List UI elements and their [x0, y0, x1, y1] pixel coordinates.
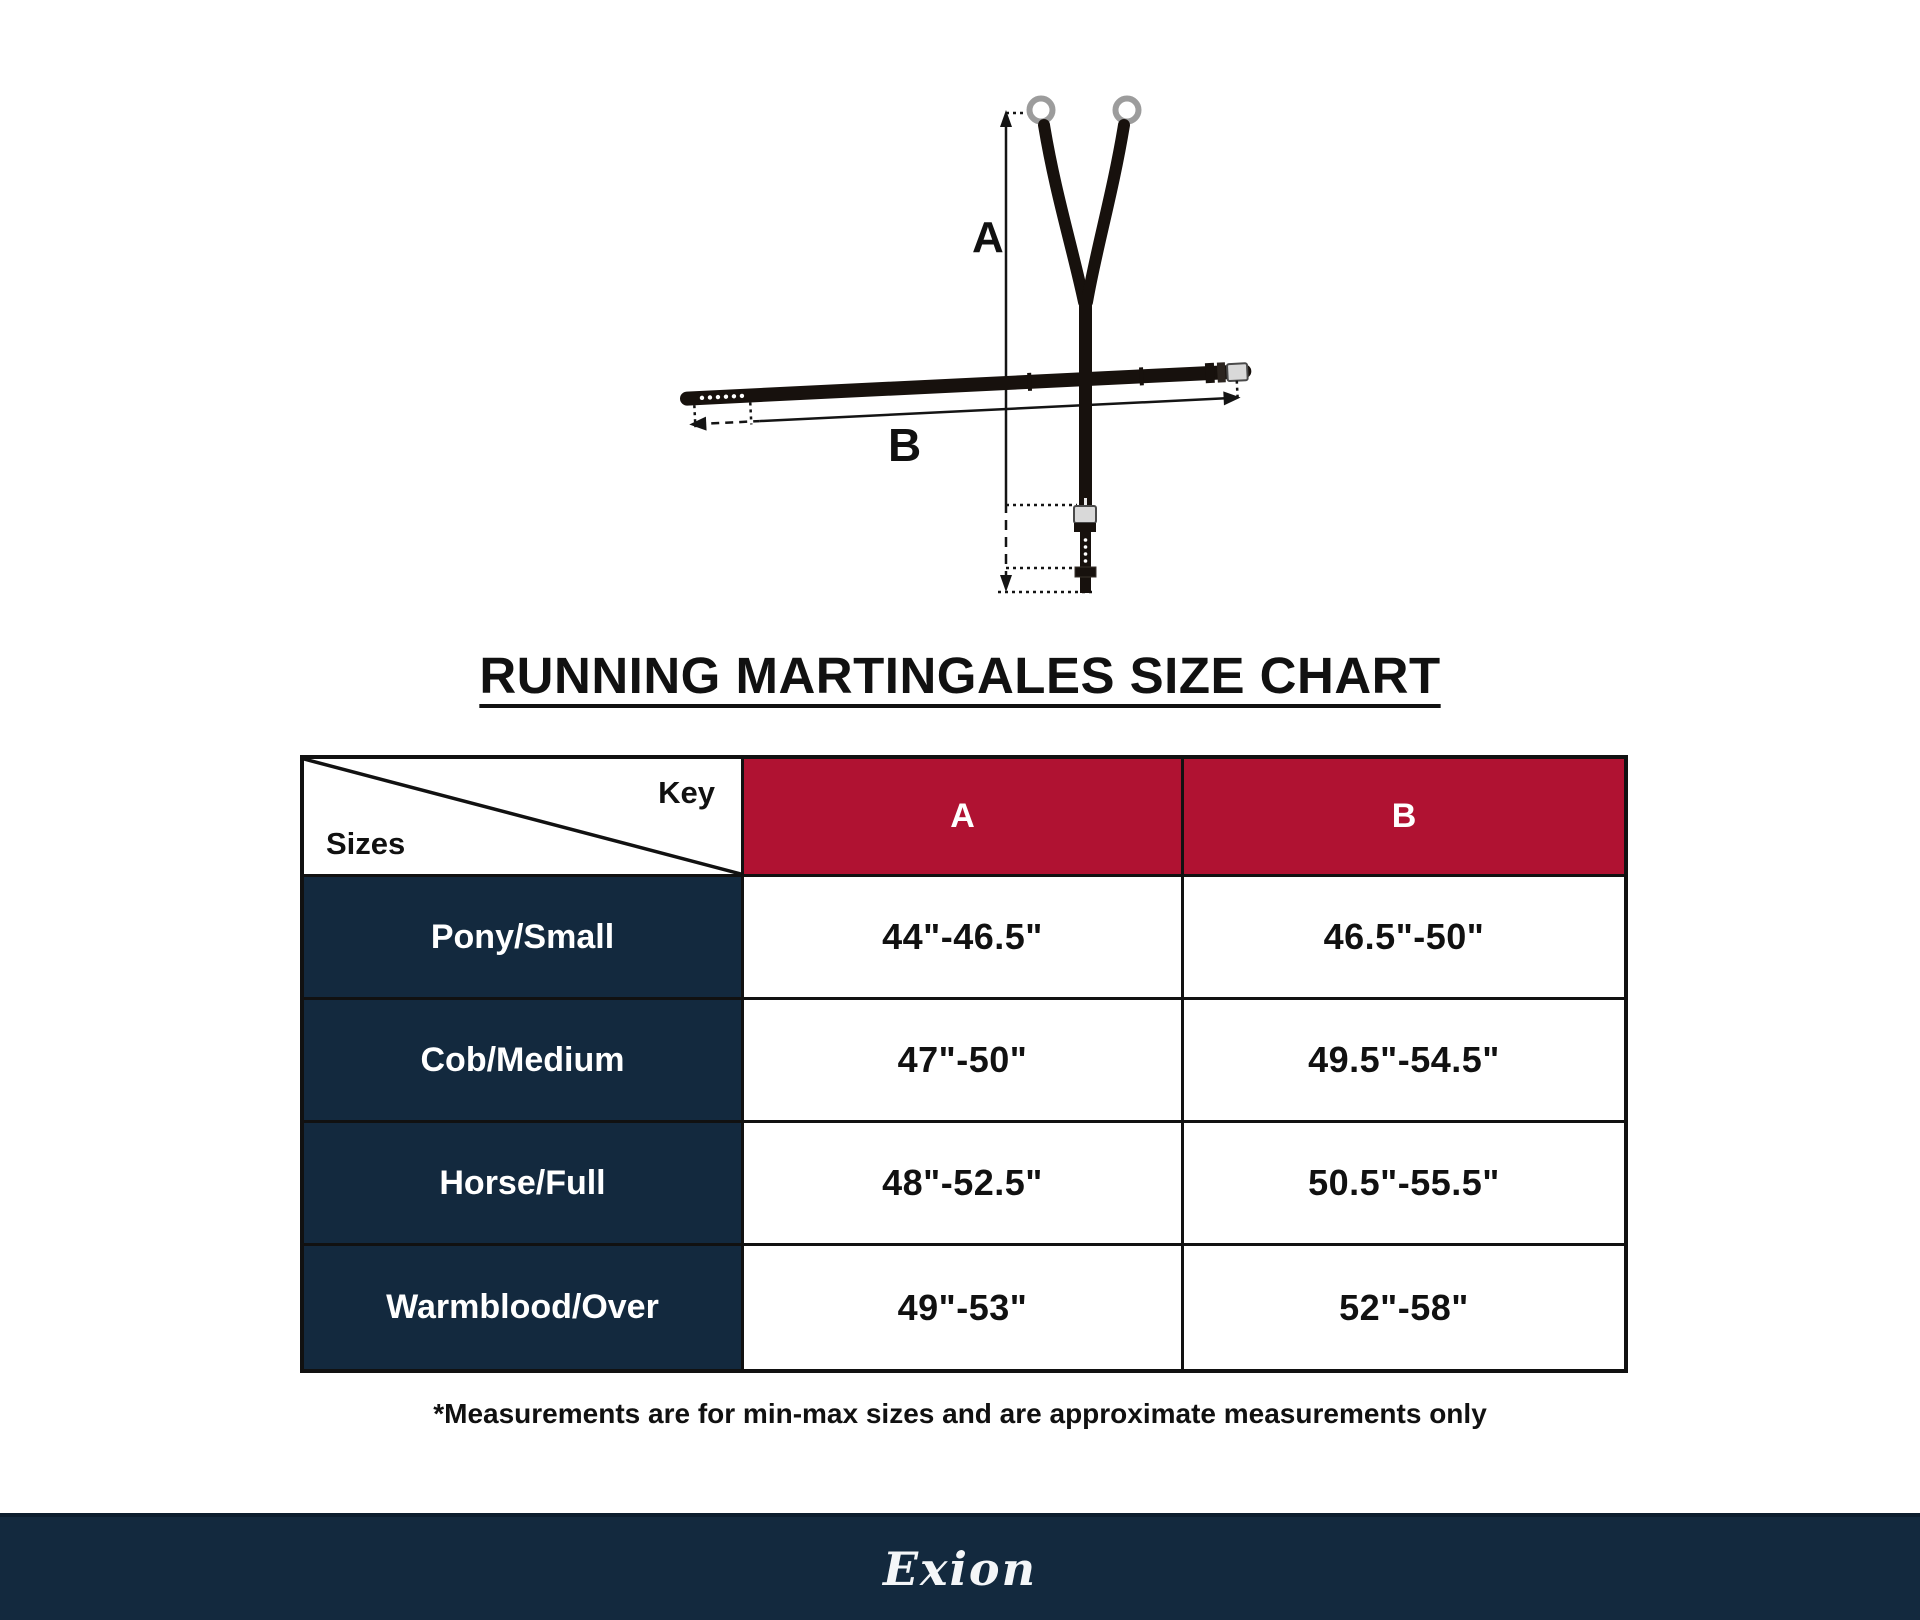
table-corner-cell [304, 759, 744, 877]
row-label-warmblood-over: Warmblood/Over [304, 1246, 744, 1369]
measurement-a-label: A [972, 213, 1004, 262]
martingale-diagram [0, 0, 1920, 660]
value-warmblood-b: 52"-58" [1184, 1246, 1624, 1369]
column-header-a: A [744, 759, 1184, 877]
value-cob-b: 49.5"-54.5" [1184, 1000, 1624, 1123]
arrow-right-icon [1223, 391, 1241, 406]
value-warmblood-a: 49"-53" [744, 1246, 1184, 1369]
arrow-down-icon [1000, 575, 1012, 592]
martingale-diagram-svg [0, 0, 1920, 660]
page-title: RUNNING MARTINGALES SIZE CHART [479, 647, 1441, 704]
right-ring-icon [1116, 99, 1139, 122]
strap-keeper-icon [1075, 567, 1096, 577]
row-label-cob-medium: Cob/Medium [304, 1000, 744, 1123]
measurements-footnote: *Measurements are for min-max sizes and are approximate measurements only [433, 1398, 1487, 1429]
value-horse-a: 48"-52.5" [744, 1123, 1184, 1246]
girth-strap [1074, 296, 1096, 593]
arrow-left-icon [689, 417, 707, 432]
column-header-b: B [1184, 759, 1624, 877]
value-cob-a: 47"-50" [744, 1000, 1184, 1123]
measurement-b-label: B [888, 419, 922, 471]
size-chart-table [300, 755, 1628, 1373]
row-label-horse-full: Horse/Full [304, 1123, 744, 1246]
belt-buckle-icon [1227, 363, 1248, 381]
value-horse-b: 50.5"-55.5" [1184, 1123, 1624, 1246]
fork-straps [1044, 125, 1124, 302]
row-label-pony-small: Pony/Small [304, 877, 744, 1000]
arrow-up-icon [1000, 110, 1012, 127]
footer-bar [0, 1513, 1920, 1620]
brand-logo: Exion [882, 1541, 1038, 1596]
left-ring-icon [1030, 99, 1053, 122]
strap-buckle-icon [1074, 506, 1096, 523]
corner-sizes-label: Sizes [326, 826, 406, 861]
value-pony-b: 46.5"-50" [1184, 877, 1624, 1000]
corner-key-label: Key [658, 775, 715, 810]
value-pony-a: 44"-46.5" [744, 877, 1184, 1000]
